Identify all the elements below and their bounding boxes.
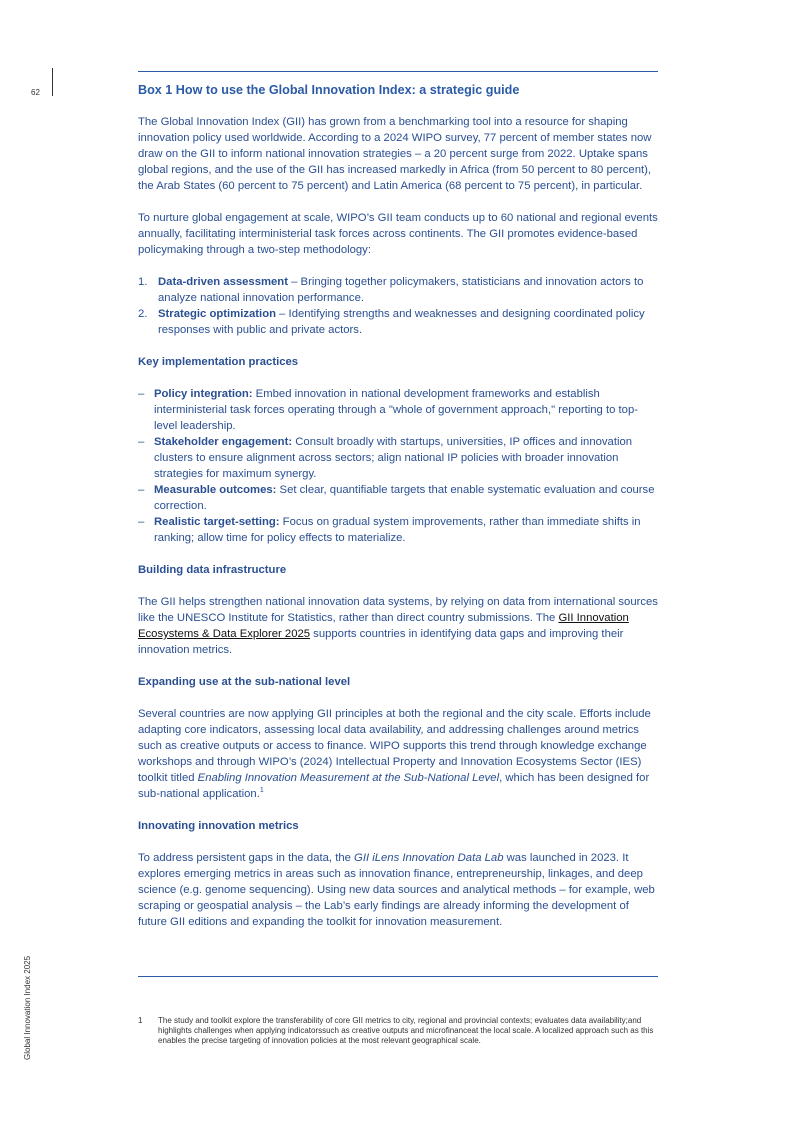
practices-list [138,386,660,546]
subnational-text-end: , which has been designed for sub-national application. [138,772,650,800]
footnote-reference[interactable]: 1 [259,787,264,795]
running-footer-title: Global Innovation Index 2025 [23,955,32,1060]
practice-text: Focus on gradual system improvements, rather than immediate shifts in ranking; allow time for policy effects to materialize. [154,516,641,544]
data-text-start: The GII helps strengthen national innovation data systems, by relying on data from international sources like the UNESCO Institute for Statistics, rather than direct country submissions. The [138,596,658,624]
subnational-heading: Expanding use at the sub-national level [138,676,351,688]
dash-marker: – [138,484,145,496]
step-title: Data-driven assessment [158,276,288,288]
metrics-text-end: was launched in 2023. It explores emerging metrics in areas such as innovation finance, entrepreneurship, linkages, and deep science (e.g. genome sequencing). Using new data sources and analytical methods – for example, web scraping or geospatial analysis – the Lab’s early findings are already informing the development of future GII editions and expanding the toolkit for innovation measurement. [138,852,655,928]
step-text: – Bringing together policymakers, statisticians and innovation actors to analyze national innovation performance. [158,276,644,304]
box-title: Box 1 How to use the Global Innovation Index: a strategic guide [138,83,520,97]
subnational-text-start: Several countries are now applying GII principles at both the regional and the city scale. Efforts include adapting core indicators, assessing local data availability, and addressing challenges around metrics such as creative outputs or access to finance. WIPO supports this trend through knowledge exchange workshops and through WIPO’s (2024) Intellectual Property and Innovation Ecosystems Sector (IES) toolkit titled [138,708,651,784]
data-infrastructure-paragraph [138,594,660,658]
practice-title: Measurable outcomes: [154,484,277,496]
page-number: 62 [31,88,40,97]
footnote [138,1016,658,1046]
step-title: Strategic optimization [158,308,276,320]
dash-marker: – [138,436,145,448]
step-number: 1. [138,276,148,288]
box-top-rule [138,71,658,72]
data-text-end: supports countries in identifying data gaps and improving their innovation metrics. [138,628,624,656]
practice-item [138,514,660,546]
practices-heading: Key implementation practices [138,356,299,368]
dash-marker: – [138,388,145,400]
practice-title: Policy integration: [154,388,253,400]
practice-title: Realistic target-setting: [154,516,280,528]
practice-item [138,386,660,434]
toolkit-title: Enabling Innovation Measurement at the Sub-National Level [197,772,500,784]
engagement-paragraph: To nurture global engagement at scale, WIPO’s GII team conducts up to 60 national and regional events annually, facilitating interministerial task forces across continents. The GII promotes evidence-based policymaking through a two-step methodology: [138,212,658,256]
step-text: – Identifying strengths and weaknesses and designing coordinated policy responses with public and private actors. [158,308,645,336]
metrics-heading: Innovating innovation metrics [138,820,299,832]
methodology-steps [138,274,660,338]
data-explorer-link[interactable]: GII Innovation Ecosystems & Data Explorer 2025 [138,612,629,640]
step-number: 2. [138,308,148,320]
margin-rule [52,68,53,96]
intro-paragraph: The Global Innovation Index (GII) has grown from a benchmarking tool into a resource for shaping innovation policy used worldwide. According to a 2024 WIPO survey, 77 percent of member states now draw on the GII to inform national innovation strategies – a 20 percent surge from 2022. Uptake spans global regions, and the use of the GII has increased markedly in Africa (from 50 percent to 80 percent), the Arab States (60 percent to 75 percent) and Latin America (68 percent to 75 percent), in particular. [138,116,652,192]
data-infrastructure-heading: Building data infrastructure [138,564,287,576]
footnote-number: 1 [138,1016,143,1025]
subnational-paragraph [138,706,660,802]
box-bottom-rule [138,976,658,977]
practice-text: Set clear, quantifiable targets that enable systematic evaluation and course correction. [154,484,655,512]
strategic-guide-box [138,82,660,946]
step-item [138,306,660,338]
step-item [138,274,660,306]
data-lab-name: GII iLens Innovation Data Lab [354,852,504,864]
practice-item [138,482,660,514]
practice-text: Embed innovation in national development frameworks and establish interministerial task forces operating through a "whole of government approach," reporting to top-level leadership. [154,388,639,432]
practice-text: Consult broadly with startups, universities, IP offices and innovation clusters to ensure alignment across sectors; align national IP policies with broader innovation strategies for maximum synergy. [154,436,633,480]
footnote-text: The study and toolkit explore the transferability of core GII metrics to city, regional and provincial contexts; evaluates data availability;and highlights challenges when applying indicatorssuch as creative outputs and microfinanceat the local scale. A localized approach such as this enables the precise targeting of innovation policies at the most relevant geographical scale. [158,1016,654,1045]
practice-item [138,434,660,482]
metrics-text-start: To address persistent gaps in the data, the [138,852,355,864]
dash-marker: – [138,516,145,528]
metrics-paragraph [138,850,660,930]
practice-title: Stakeholder engagement: [154,436,293,448]
